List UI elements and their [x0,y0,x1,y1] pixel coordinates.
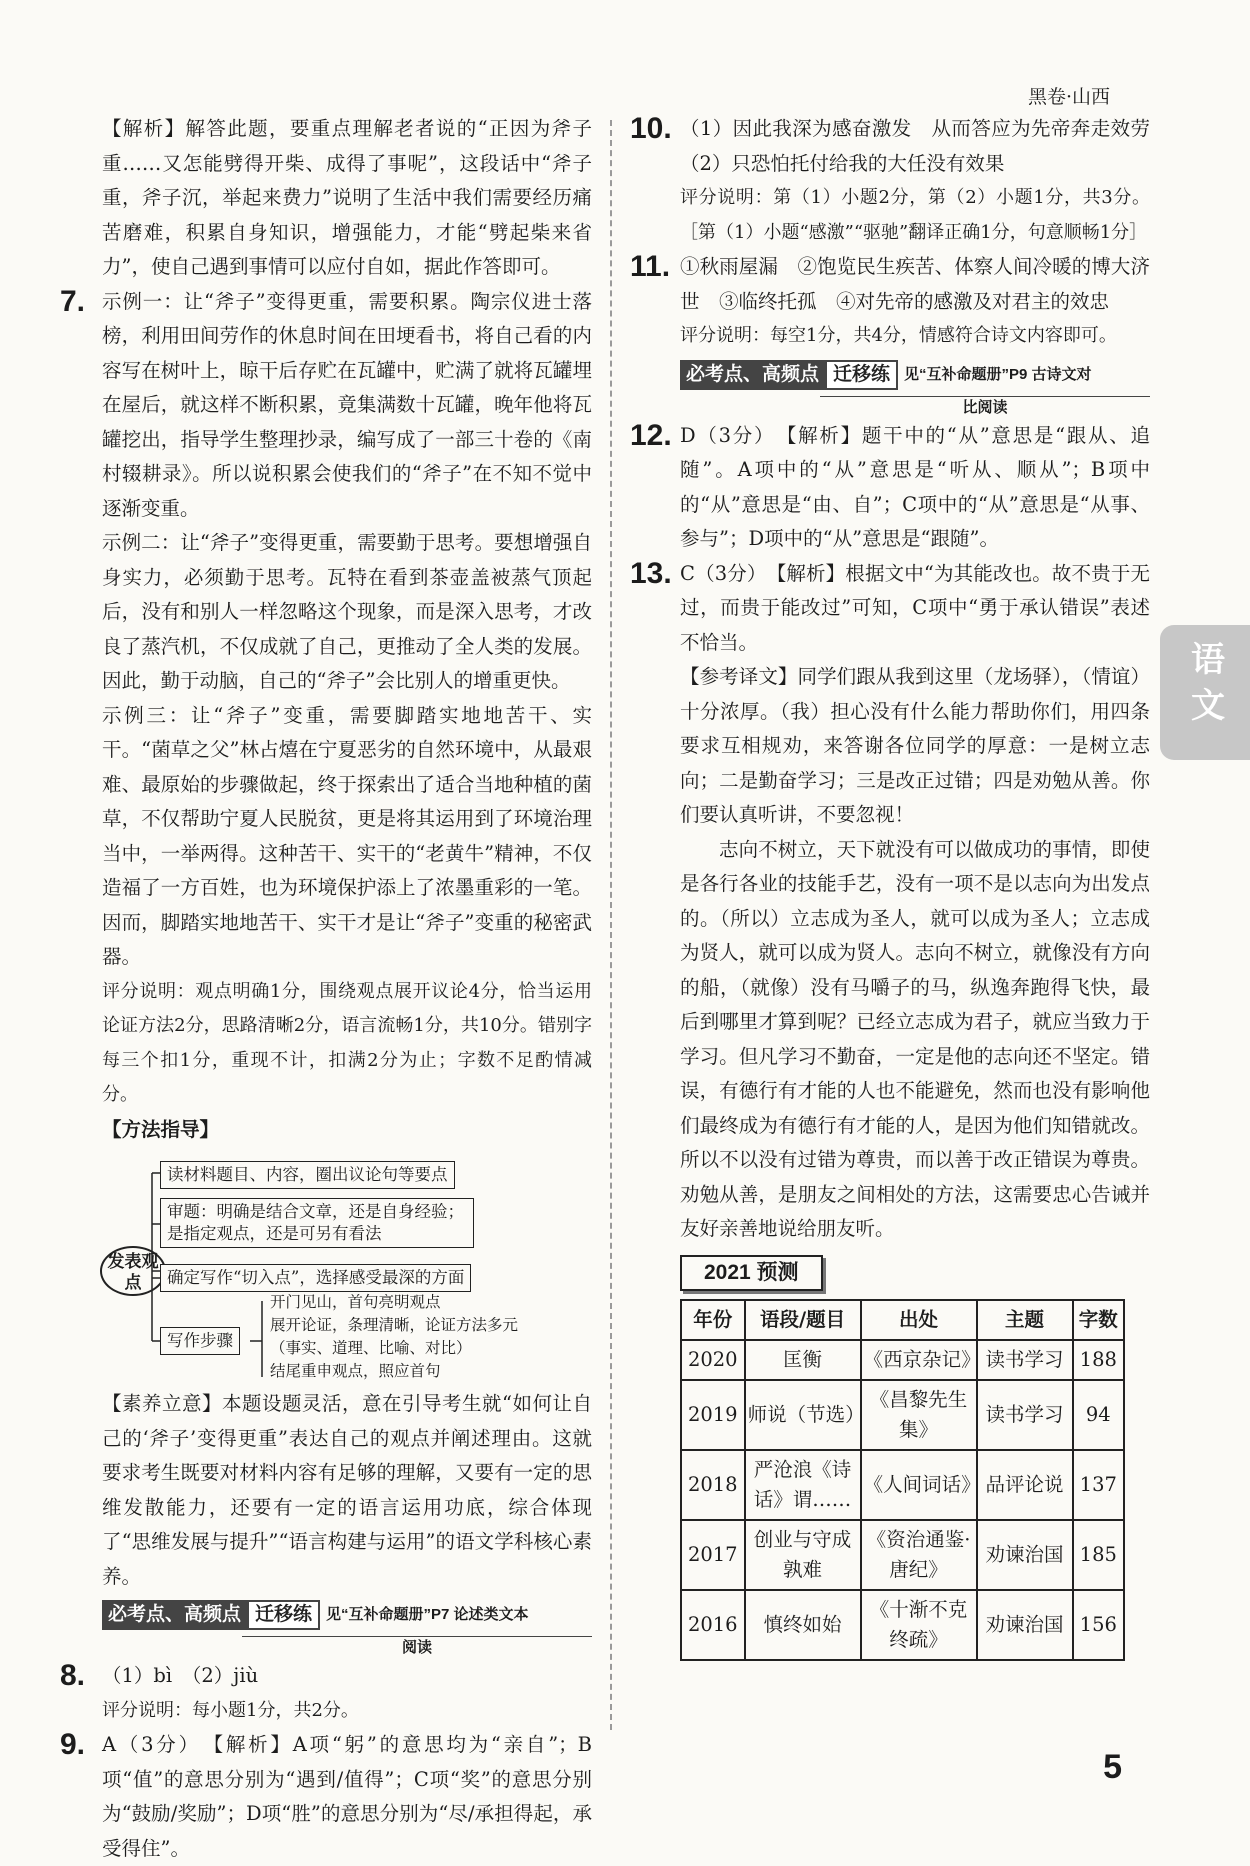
column-divider [610,120,612,1730]
table-row [681,1450,1124,1520]
table-header-row [681,1300,1124,1340]
band-practice: 迁移练 [247,1600,320,1630]
scoring-note-q8: 评分说明：每小题1分，共2分。 [102,1699,359,1721]
mindmap-step: 结尾重申观点，照应首句 [270,1362,441,1380]
band-practice: 迁移练 [825,360,898,390]
example-3: 示例三：让“斧子”变重，需要脚踏实地地苦干、实干。“菌草之父”林占熺在宁夏恶劣的自然环境中，从最艰难、最原始的步骤做起，终于探索出了适合当地种植的菌草，不仅帮助宁夏人民脱贫，更是将其运用到了环境治理当中，一举两得。这种苦干、实干的“老黄牛”精神，不仅造福了一方百姓，也为环境保护添上了浓墨重彩的一笔。因而，脚踏实地地苦干、实干才是让“斧子”变重的秘密武器。 [102,703,592,968]
cell-theme: 劝谏治国 [977,1520,1073,1590]
band-label: 必考点、高频点 [680,360,825,390]
question-number: 13. [630,556,672,590]
right-column [630,112,1170,1661]
question-number: 7. [60,284,86,318]
answer-q10: （1）因此我深为感奋激发 从而答应为先帝奔走效劳 （2）只恐怕托付给我的大任没有效果 [680,117,1170,175]
page-header: 黑卷·山西 [1027,86,1110,108]
question-7 [60,284,592,527]
question-12 [630,418,1150,557]
scoring-note-q7: 评分说明：观点明确1分，围绕观点展开议论4分，恰当运用论证方法2分，思路清晰2分，语言流畅1分，共10分。错别字每三个扣1分，重现不计，扣满2分为止；字数不足酌情减分。 [102,980,592,1105]
col-passage: 语段/题目 [745,1300,861,1340]
question-9 [60,1728,592,1866]
band-reference-cont: 阅读 [242,1636,592,1659]
cell-year: 2019 [681,1380,745,1450]
cell-source: 《西京杂记》 [861,1340,977,1380]
cell-passage: 师说（节选） [745,1380,861,1450]
mindmap-box-entry: 确定写作“切入点”，选择感受最深的方面 [160,1264,471,1292]
cell-passage: 慎终如始 [745,1590,861,1660]
answer-q13: C（3分） 【解析】根据文中“为其能改也。故不贵于无过，而贵于能改过”可知，C项中“勇于承认错误”表述不恰当。 [680,561,1150,654]
mindmap-step: 开门见山，首句亮明观点 [270,1293,441,1311]
literacy-note: 【素养立意】本题设题灵活，意在引导考生就“如何让自己的‘斧子’变得更重”表达自己的观点并阐述理由。这就要求考生既要对材料内容有足够的理解，又要有一定的思维发散能力，还要有一定的语言运用功底，综合体现了“思维发展与提升”“语言构建与运用”的语文学科核心素养。 [102,1392,592,1588]
cell-year: 2017 [681,1520,745,1590]
practice-band-right [680,360,1150,390]
prediction-title: 2021 预测 [680,1255,823,1291]
answer-q12: D（3分） 【解析】题干中的“从”意思是“跟从、追随”。A项中的“从”意思是“听从、顺从”；B项中的“从”意思是“由、自”；C项中的“从”意思是“从事、参与”；D项中的“从”意思是“跟随”。 [680,423,1150,550]
table-row [681,1590,1124,1660]
cell-theme: 品评论说 [977,1450,1073,1520]
cell-source: 《昌黎先生集》 [861,1380,977,1450]
cell-year: 2016 [681,1590,745,1660]
question-number: 10. [630,112,672,145]
mindmap-step: 展开论证，条理清晰，论证方法多元（事实、道理、比喻、对比） [270,1316,519,1357]
mindmap-center: 发表观点 [100,1246,166,1296]
example-1: 示例一：让“斧子”变得更重，需要积累。陶宗仪进士落榜，利用田间劳作的休息时间在田埂看书，将自己看的内容写在树叶上，晾干后存贮在瓦罐中，贮满了就将瓦罐埋在屋后，就这样不断积累，竟集满数十瓦罐，晚年他将瓦罐挖出，指导学生整理抄录，编写成了一部三十卷的《南村辍耕录》。所以说积累会使我们的“斧子”在不知不觉中逐渐变重。 [102,289,592,520]
prediction-table [680,1299,1125,1661]
answer-q11: ①秋雨屋漏 ②饱览民生疾苦、体察人间冷暖的博大济世 ③临终托孤 ④对先帝的感激及对君主的效忠 [680,255,1150,313]
table-row [681,1380,1124,1450]
cell-year: 2018 [681,1450,745,1520]
question-8 [60,1659,592,1694]
band-reference: 见“互补命题册”P9 古诗文对 [904,365,1092,383]
cell-theme: 读书学习 [977,1380,1073,1450]
question-number: 8. [60,1659,86,1692]
cell-source: 《资治通鉴·唐纪》 [861,1520,977,1590]
cell-count: 185 [1073,1520,1124,1590]
col-count: 字数 [1073,1300,1124,1340]
question-11 [630,250,1150,319]
cell-count: 188 [1073,1340,1124,1380]
subject-tab [1160,625,1250,760]
col-year: 年份 [681,1300,745,1340]
cell-passage: 匡衡 [745,1340,861,1380]
cell-theme: 劝谏治国 [977,1590,1073,1660]
mindmap-box-read: 读材料题目、内容，圈出议论句等要点 [160,1161,455,1189]
mindmap-steps [270,1291,540,1383]
table-row [681,1340,1124,1380]
col-theme: 主题 [977,1300,1073,1340]
band-reference: 见“互补命题册”P7 论述类文本 [326,1606,529,1623]
left-column [60,112,592,1866]
analysis-q6: 【解析】解答此题，要重点理解老者说的“正因为斧子重……又怎能劈得开柴、成得了事呢”，这段话中“斧子重，斧子沉，举起来费力”说明了生活中我们需要经历痛苦磨难，积累自身知识，增强能力，才能“劈起柴来省力”，使自己遇到事情可以应付自如，据此作答即可。 [102,117,592,278]
scoring-note-q11: 评分说明：每空1分，共4分，情感符合诗文内容即可。 [680,325,1117,346]
translation-intro: 【参考译文】同学们跟从我到这里（龙场驿），（情谊）十分浓厚。（我）担心没有什么能力帮助你们，用四条要求互相规劝，来答谢各位同学的厚意：一是树立志向；二是勤奋学习；三是改正过错；四是劝勉从善。你们要认真听讲，不要忽视！ [680,665,1150,826]
band-label: 必考点、高频点 [102,1600,247,1630]
method-mindmap [100,1151,592,1383]
scoring-note-q10: 评分说明：第（1）小题2分，第（2）小题1分，共3分。［第（1）小题“感激”“驱驰”翻译正确1分，句意顺畅1分］ [680,187,1150,243]
question-number: 12. [630,418,672,452]
question-10 [630,112,1170,181]
cell-source: 《十渐不克终疏》 [861,1590,977,1660]
mindmap-box-analyze: 审题：明确是结合文章，还是自身经验；是指定观点，还是可另有看法 [160,1198,474,1248]
cell-year: 2020 [681,1340,745,1380]
practice-band-left [102,1600,592,1630]
question-13 [630,556,1150,661]
cell-count: 94 [1073,1380,1124,1450]
method-title: 【方法指导】 [102,1117,220,1141]
example-2: 示例二：让“斧子”变得更重，需要勤于思考。要想增强自身实力，必须勤于思考。瓦特在看到茶壶盖被蒸气顶起后，没有和别人一样忽略这个现象，而是深入思考，才改良了蒸汽机，不仅成就了自己，更推动了全人类的发展。因此，勤于动脑，自己的“斧子”会比别人的增重更快。 [102,531,592,692]
question-number: 9. [60,1728,86,1761]
cell-passage: 创业与守成孰难 [745,1520,861,1590]
cell-source: 《人间词话》 [861,1450,977,1520]
subject-tab-label: 语文 [1191,640,1225,726]
answer-q9: A（3分） 【解析】A项“躬”的意思均为“亲自”；B项“值”的意思分别为“遇到/值得”；C项“奖”的意思分别为“鼓励/奖励”；D项“胜”的意思分别为“尽/承担得起，承受得住”。 [102,1733,592,1860]
col-source: 出处 [861,1300,977,1340]
mindmap-box-steps: 写作步骤 [160,1327,240,1355]
cell-count: 137 [1073,1450,1124,1520]
band-reference-cont: 比阅读 [820,396,1150,419]
question-number: 11. [630,250,671,283]
cell-count: 156 [1073,1590,1124,1660]
table-row [681,1520,1124,1590]
translation-body: 志向不树立，天下就没有可以做成功的事情，即使是各行各业的技能手艺，没有一项不是以志向为出发点的。（所以）立志成为圣人，就可以成为圣人；立志成为贤人，就可以成为贤人。志向不树立，就像没有方向的船，（就像）没有马嚼子的马，纵逸奔跑得飞快，最后到哪里才算到呢？已经立志成为君子，就应当致力于学习。但凡学习不勤奋，一定是他的志向还不坚定。错误，有德行有才能的人也不能避免，然而也没有影响他们最终成为有德行有才能的人，是因为他们知错就改。所以不以没有过错为尊贵，而以善于改正错误为尊贵。劝勉从善，是朋友之间相处的方法，这需要忠心告诫并友好亲善地说给朋友听。 [680,837,1150,1240]
cell-theme: 读书学习 [977,1340,1073,1380]
answer-q8: （1）bì （2）jiù [102,1664,259,1687]
page-number: 5 [1103,1748,1122,1786]
cell-passage: 严沧浪《诗话》谓…… [745,1450,861,1520]
